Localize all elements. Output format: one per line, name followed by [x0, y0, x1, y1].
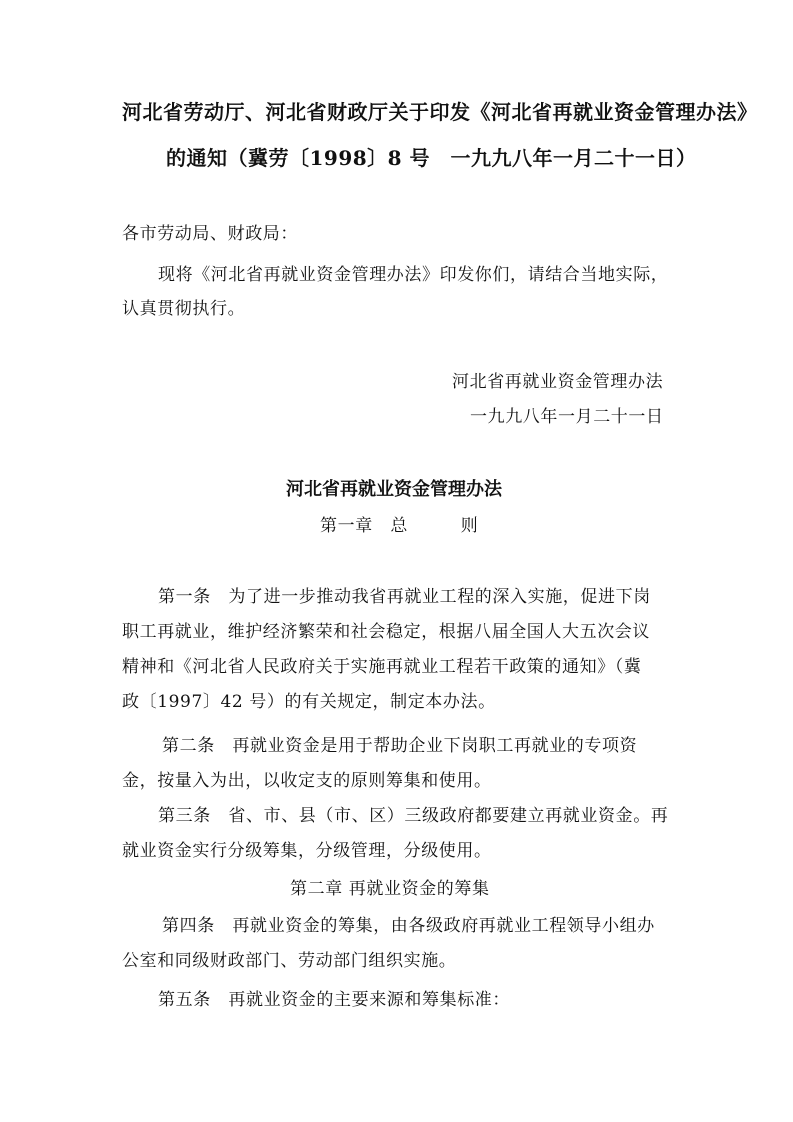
- article-1-line1: 第一条 为了进一步推动我省再就业工程的深入实施，促进下岗: [158, 587, 651, 607]
- article-1-line4: 政〔1997〕42 号）的有关规定，制定本办法。: [122, 692, 496, 712]
- article-3-line1: 第三条 省、市、县（市、区）三级政府都要建立再就业资金。再: [158, 806, 669, 826]
- document-title-line2: 的通知（冀劳〔1998〕8 号 一九九八年一月二十一日）: [166, 146, 697, 170]
- signature-name: 河北省再就业资金管理办法: [452, 372, 664, 392]
- article-1-line3: 精神和《河北省人民政府关于实施再就业工程若干政策的通知》（冀: [122, 657, 642, 677]
- document-title-line1: 河北省劳动厅、河北省财政厅关于印发《河北省再就业资金管理办法》: [122, 100, 758, 124]
- article-2-line1: 第二条 再就业资金是用于帮助企业下岗职工再就业的专项资: [162, 736, 638, 756]
- article-2-line2: 金，按量入为出，以收定支的原则筹集和使用。: [122, 771, 492, 791]
- article-3-line2: 就业资金实行分级筹集，分级管理，分级使用。: [122, 841, 492, 861]
- article-4-line1: 第四条 再就业资金的筹集，由各级政府再就业工程领导小组办: [162, 916, 655, 936]
- article-5-line1: 第五条 再就业资金的主要来源和筹集标准：: [158, 990, 510, 1010]
- signature-date: 一九九八年一月二十一日: [470, 407, 664, 427]
- salutation: 各市劳动局、财政局：: [122, 224, 298, 244]
- intro-paragraph-line1: 现将《河北省再就业资金管理办法》印发你们，请结合当地实际，: [158, 265, 669, 285]
- chapter-1-heading: 第一章 总 则: [320, 516, 479, 536]
- article-1-line2: 职工再就业，维护经济繁荣和社会稳定，根据八届全国人大五次会议: [122, 622, 650, 642]
- measures-title: 河北省再就业资金管理办法: [286, 479, 502, 500]
- article-4-line2: 公室和同级财政部门、劳动部门组织实施。: [122, 951, 457, 971]
- chapter-2-heading: 第二章 再就业资金的筹集: [290, 879, 490, 899]
- intro-paragraph-line2: 认真贯彻执行。: [122, 299, 246, 319]
